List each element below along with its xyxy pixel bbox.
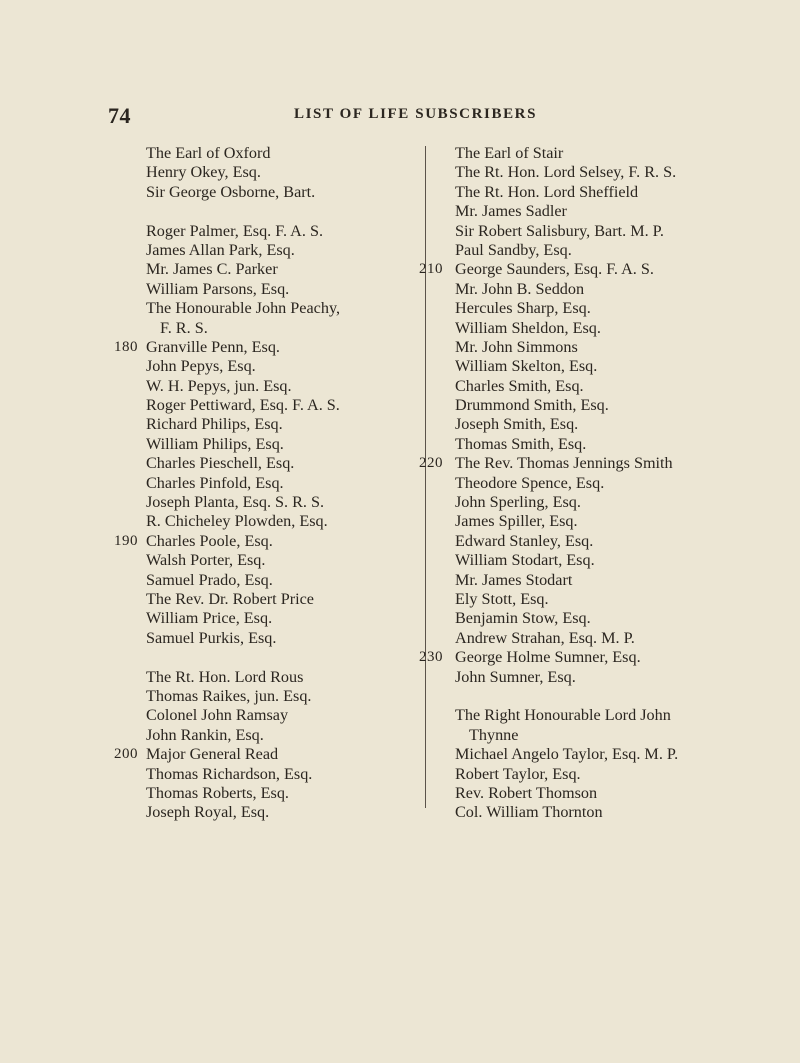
subscriber-entry [455,415,745,434]
subscriber-entry [146,668,414,687]
subscriber-entry [146,629,414,648]
subscriber-entry [455,299,745,318]
right-subscriber-column [419,144,745,823]
subscriber-name: The Right Honourable Lord John [455,706,671,725]
subscriber-entry [146,493,414,512]
subscriber-entry [455,668,745,687]
subscriber-name: Charles Pieschell, Esq. [146,454,295,473]
subscriber-name: Charles Smith, Esq. [455,376,584,395]
subscriber-entry [455,338,745,357]
subscriber-name: William Sheldon, Esq. [455,318,601,337]
subscriber-entry [455,183,745,202]
subscriber-entry [146,260,414,279]
subscriber-name-continuation [455,726,745,745]
subscriber-name: William Parsons, Esq. [146,279,290,298]
subscriber-name: Hercules Sharp, Esq. [455,299,591,318]
subscriber-name: Mr. James C. Parker [146,260,278,279]
subscriber-name: R. Chicheley Plowden, Esq. [146,512,328,531]
subscriber-entry [455,202,745,221]
subscriber-entry [455,784,745,803]
subscriber-entry [455,280,745,299]
subscriber-name: Benjamin Stow, Esq. [455,609,591,628]
subscriber-name: William Price, Esq. [146,609,273,628]
blank-line [455,687,745,706]
subscriber-entry [455,532,745,551]
subscriber-entry [114,745,414,764]
subscriber-entry [146,415,414,434]
entry-count-number: 200 [114,746,138,763]
subscriber-entry [146,706,414,725]
subscriber-name: John Sperling, Esq. [455,493,581,512]
subscriber-name: Edward Stanley, Esq. [455,531,594,550]
subscriber-name: Granville Penn, Esq. [146,337,280,356]
subscriber-entry [146,726,414,745]
subscriber-name: John Pepys, Esq. [146,357,256,376]
subscriber-entry [455,571,745,590]
subscriber-name: Major General Read [146,745,279,764]
subscriber-entry [146,687,414,706]
subscriber-entry [146,144,414,163]
subscriber-name: Col. William Thornton [455,803,603,822]
subscriber-name: Mr. James Sadler [455,202,567,221]
subscriber-name: Colonel John Ramsay [146,706,289,725]
subscriber-entry [455,803,745,822]
page-number: 74 [108,103,131,128]
entry-count-number: 190 [114,532,138,549]
subscriber-entry [146,609,414,628]
subscriber-name: The Rev. Dr. Robert Price [146,589,314,608]
subscriber-name: The Rt. Hon. Lord Sheffield [455,182,639,201]
subscriber-name: Henry Okey, Esq. [146,163,261,182]
subscriber-entry [146,396,414,415]
blank-line [146,648,414,667]
subscriber-name: Richard Philips, Esq. [146,415,283,434]
subscriber-name: W. H. Pepys, jun. Esq. [146,376,292,395]
subscriber-entry [146,241,414,260]
subscriber-name: William Skelton, Esq. [455,357,598,376]
subscriber-entry [455,377,745,396]
subscriber-name: James Spiller, Esq. [455,512,578,531]
subscriber-name: Mr. John B. Seddon [455,279,585,298]
subscriber-name: Thomas Smith, Esq. [455,434,587,453]
subscriber-entry [146,454,414,473]
subscriber-entry [455,706,745,725]
subscriber-name: Samuel Prado, Esq. [146,570,273,589]
subscriber-name: The Rev. Thomas Jennings Smith [455,454,673,473]
subscriber-entry [146,183,414,202]
subscriber-name: George Holme Sumner, Esq. [455,648,641,667]
subscriber-entry [146,222,414,241]
subscriber-name: The Earl of Oxford [146,144,271,162]
subscriber-name: James Allan Park, Esq. [146,240,295,259]
subscriber-name: Theodore Spence, Esq. [455,473,605,492]
column-divider [425,146,426,808]
subscriber-entry [146,280,414,299]
subscriber-entry [146,299,414,318]
subscriber-name: Thomas Richardson, Esq. [146,764,313,783]
subscriber-name: The Rt. Hon. Lord Selsey, F. R. S. [455,163,677,182]
subscriber-entry [419,260,745,279]
subscriber-entry [455,222,745,241]
subscriber-entry [455,745,745,764]
subscriber-entry [419,648,745,667]
subscriber-entry [146,474,414,493]
left-subscriber-column [114,144,414,823]
subscriber-entry [146,784,414,803]
subscriber-entry [455,163,745,182]
subscriber-name: The Rt. Hon. Lord Rous [146,667,304,686]
subscriber-entry [146,357,414,376]
page-header [108,103,728,129]
subscriber-name: Rev. Robert Thomson [455,783,598,802]
subscriber-name: Thomas Raikes, jun. Esq. [146,686,312,705]
subscriber-name: John Rankin, Esq. [146,725,264,744]
subscriber-entry [455,357,745,376]
subscriber-entry [455,590,745,609]
subscriber-entry [455,765,745,784]
subscriber-name: Charles Pinfold, Esq. [146,473,284,492]
subscriber-entry [455,629,745,648]
subscriber-entry [146,435,414,454]
subscriber-name: Joseph Smith, Esq. [455,415,579,434]
subscriber-entry [455,493,745,512]
subscriber-name: John Sumner, Esq. [455,667,576,686]
subscriber-entry [455,474,745,493]
subscriber-name: William Philips, Esq. [146,434,284,453]
subscriber-entry [146,377,414,396]
subscriber-entry [146,571,414,590]
subscriber-entry [146,803,414,822]
subscriber-name: Joseph Royal, Esq. [146,803,270,822]
subscriber-entry [146,765,414,784]
subscriber-name: Samuel Purkis, Esq. [146,628,277,647]
entry-count-number: 210 [419,261,443,278]
subscriber-name: Charles Poole, Esq. [146,531,273,550]
subscriber-entry [146,590,414,609]
entry-count-number: 230 [419,649,443,666]
subscriber-entry [455,319,745,338]
subscriber-name: The Honourable John Peachy, [146,299,341,318]
subscriber-entry [455,435,745,454]
subscriber-name: William Stodart, Esq. [455,551,595,570]
blank-line [146,202,414,221]
subscriber-name: Roger Pettiward, Esq. F. A. S. [146,396,340,415]
subscriber-entry [455,609,745,628]
subscriber-name: F. R. S. [160,318,208,337]
subscriber-entry [146,551,414,570]
subscriber-entry [455,396,745,415]
subscriber-entry [455,512,745,531]
subscriber-name: George Saunders, Esq. F. A. S. [455,260,654,279]
subscriber-name: Michael Angelo Taylor, Esq. M. P. [455,745,679,764]
subscriber-entry [146,163,414,182]
subscriber-entry [419,454,745,473]
subscriber-name: Sir George Osborne, Bart. [146,182,316,201]
subscriber-entry [114,531,414,551]
subscriber-name: Robert Taylor, Esq. [455,764,581,783]
subscriber-name: Joseph Planta, Esq. S. R. S. [146,493,325,512]
subscriber-name: Thynne [469,725,519,744]
subscriber-entry [455,551,745,570]
subscriber-name-continuation [146,319,414,338]
entry-count-number: 180 [114,338,138,355]
subscriber-name: Paul Sandby, Esq. [455,240,572,259]
subscriber-name: The Earl of Stair [455,144,564,162]
subscriber-entry [146,512,414,531]
subscriber-name: Walsh Porter, Esq. [146,551,266,570]
subscriber-name: Andrew Strahan, Esq. M. P. [455,628,635,647]
subscriber-name: Roger Palmer, Esq. F. A. S. [146,221,324,240]
running-title: LIST OF LIFE SUBSCRIBERS [294,106,538,122]
subscriber-name: Mr. John Simmons [455,337,578,356]
subscriber-entry [455,144,745,163]
subscriber-name: Mr. James Stodart [455,570,573,589]
subscriber-name: Sir Robert Salisbury, Bart. M. P. [455,221,664,240]
subscriber-name: Thomas Roberts, Esq. [146,783,289,802]
subscriber-name: Ely Stott, Esq. [455,589,549,608]
subscriber-name: Drummond Smith, Esq. [455,396,609,415]
entry-count-number: 220 [419,455,443,472]
subscriber-entry [114,337,414,357]
subscriber-entry [455,241,745,260]
